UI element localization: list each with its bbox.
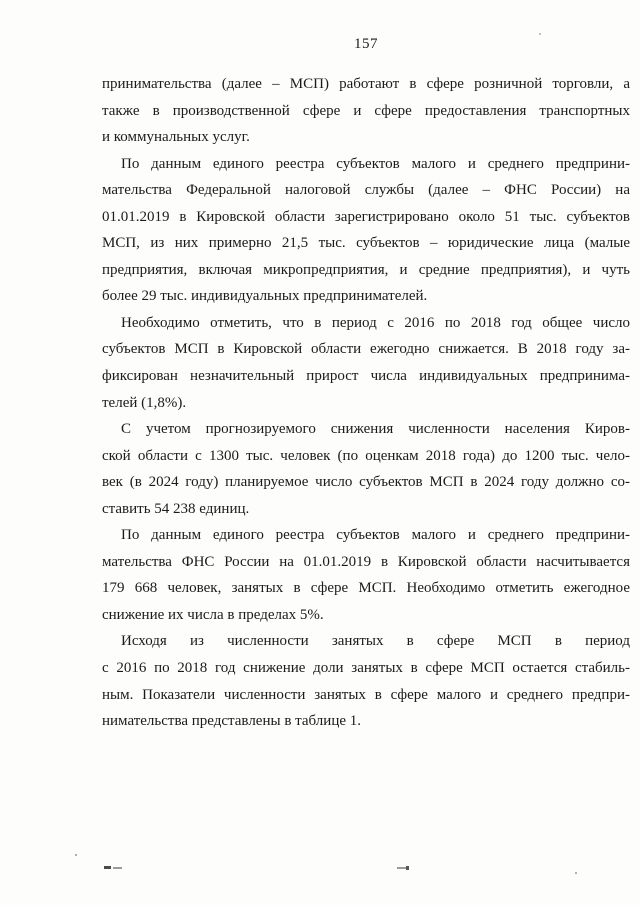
text-line: По данным единого реестра субъектов малого и среднего предприни- <box>121 155 630 172</box>
text-line: снижение их числа в пределах 5%. <box>102 606 324 623</box>
text-line: мательства ФНС России на 01.01.2019 в Кировской области насчитывается <box>102 553 630 570</box>
text-line: 179 668 человек, занятых в сфере МСП. Необходимо отметить ежегодное <box>102 580 630 597</box>
text-line: ской области с 1300 тыс. человек (по оценкам 2018 года) до 1200 тыс. чело- <box>102 447 630 464</box>
scan-artifact <box>104 866 111 869</box>
text-line: нимательства представлены в таблице 1. <box>102 713 361 730</box>
text-line: и коммунальных услуг. <box>102 129 250 146</box>
text-line: Исходя из численности занятых в сфере МСП в период <box>121 633 630 650</box>
scan-artifact <box>575 872 577 874</box>
paragraph <box>102 416 630 522</box>
text-line: субъектов МСП в Кировской области ежегодно снижается. В 2018 году за- <box>102 341 630 358</box>
text-line: мательства Федеральной налоговой службы (далее – ФНС России) на <box>102 182 630 199</box>
paragraph <box>102 522 630 628</box>
scan-artifact <box>113 867 122 869</box>
text-line: 01.01.2019 в Кировской области зарегистрировано около 51 тыс. субъектов <box>102 208 630 225</box>
scan-artifact <box>539 33 541 35</box>
text-line: век (в 2024 году) планируемое число субъектов МСП в 2024 году должно со- <box>102 474 630 491</box>
body-text <box>102 71 630 735</box>
paragraph <box>102 310 630 416</box>
paragraph <box>102 151 630 310</box>
text-line: ным. Показатели численности занятых в сфере малого и среднего предпри- <box>102 686 630 703</box>
text-line: с 2016 по 2018 год снижение доли занятых в сфере МСП остается стабиль- <box>102 660 630 677</box>
page-number: 157 <box>354 36 378 52</box>
text-line: Необходимо отметить, что в период с 2016 по 2018 год общее число <box>121 314 630 331</box>
paragraph <box>102 71 630 151</box>
text-line: более 29 тыс. индивидуальных предпринимателей. <box>102 288 428 305</box>
text-line: фиксирован незначительный прирост числа индивидуальных предпринима- <box>102 368 630 385</box>
scan-artifact <box>75 854 77 856</box>
text-line: С учетом прогнозируемого снижения численности населения Киров- <box>121 421 630 438</box>
text-line: телей (1,8%). <box>102 394 187 411</box>
scan-artifact <box>406 866 409 870</box>
scan-artifact <box>397 867 406 869</box>
text-line: также в производственной сфере и сфере предоставления транспортных <box>102 102 630 119</box>
text-line: предприятия, включая микропредприятия, и средние предприятия), и чуть <box>102 261 630 278</box>
text-line: МСП, из них примерно 21,5 тыс. субъектов – юридические лица (малые <box>102 235 630 252</box>
text-line: принимательства (далее – МСП) работают в сфере розничной торговли, а <box>102 76 630 92</box>
text-line: По данным единого реестра субъектов малого и среднего предприни- <box>121 527 630 544</box>
text-line: ставить 54 238 единиц. <box>102 500 250 517</box>
paragraph <box>102 628 630 734</box>
